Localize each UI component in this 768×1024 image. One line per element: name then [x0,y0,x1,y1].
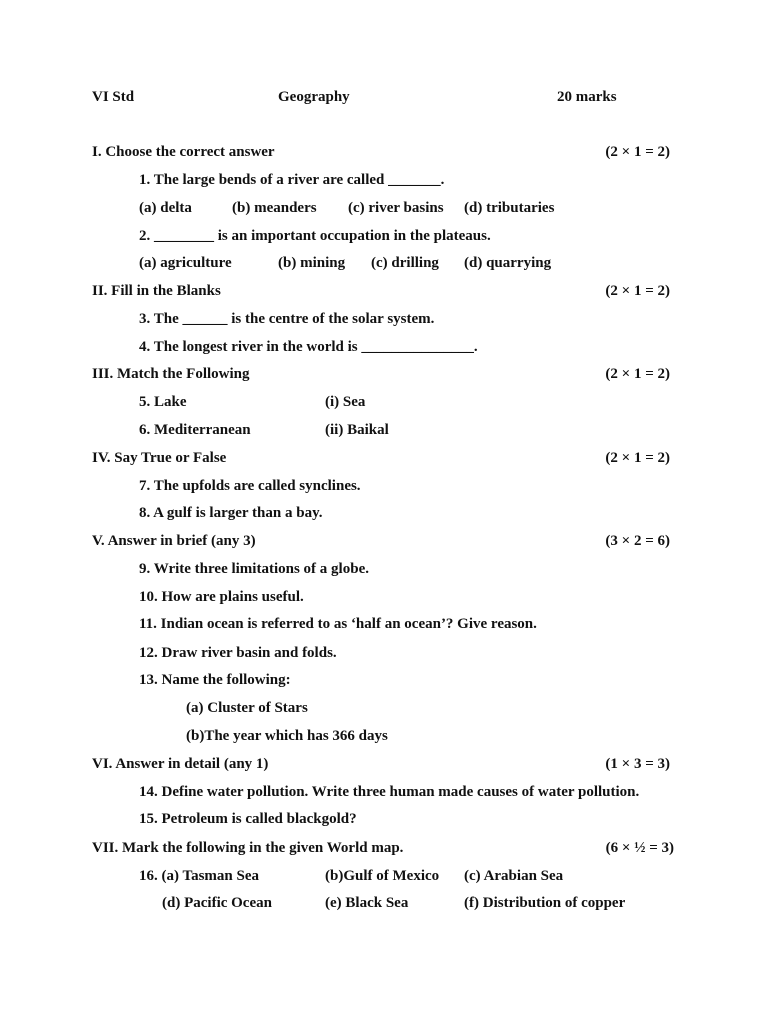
option: (b) mining [278,255,346,271]
question-text: 15. Petroleum is called blackgold? [139,811,357,827]
sub-question: (b)The year which has 366 days [186,728,388,744]
option: (b) meanders [232,200,317,216]
question-text: 8. A gulf is larger than a bay. [139,505,323,521]
map-item: (b)Gulf of Mexico [325,868,440,884]
section-title: II. Fill in the Blanks [92,283,221,299]
sub-question: (a) Cluster of Stars [186,700,308,716]
section-marks: (3 × 2 = 6) [605,533,670,549]
option: (c) river basins [348,200,444,216]
map-item: (d) Pacific Ocean [162,895,272,911]
question-text: 7. The upfolds are called synclines. [139,478,361,494]
section-title: III. Match the Following [92,366,250,382]
section-title: I. Choose the correct answer [92,144,275,160]
section-title: IV. Say True or False [92,450,227,466]
section-title: VI. Answer in detail (any 1) [92,756,269,772]
option: (a) delta [139,200,192,216]
map-item: 16. (a) Tasman Sea [139,868,260,884]
question-text: 3. The ______ is the centre of the solar system. [139,311,435,327]
map-item: (e) Black Sea [325,895,409,911]
section-title: V. Answer in brief (any 3) [92,533,256,549]
total-marks-label: 20 marks [557,89,617,105]
question-text: 1. The large bends of a river are called _______. [139,172,445,188]
question-text: 12. Draw river basin and folds. [139,645,337,661]
section-marks: (2 × 1 = 2) [605,366,670,382]
section-marks: (1 × 3 = 3) [605,756,670,772]
question-text: 9. Write three limitations of a globe. [139,561,369,577]
section-marks: (6 × ½ = 3) [605,840,674,856]
question-text: 2. ________ is an important occupation in the plateaus. [139,228,491,244]
map-item: (f) Distribution of copper [464,895,626,911]
option: (d) tributaries [464,200,555,216]
section-marks: (2 × 1 = 2) [605,283,670,299]
question-text: 10. How are plains useful. [139,589,304,605]
question-text: 13. Name the following: [139,672,291,688]
section-marks: (2 × 1 = 2) [605,144,670,160]
class-label: VI Std [92,89,135,105]
question-text: 4. The longest river in the world is _______________. [139,339,478,355]
option: (d) quarrying [464,255,552,271]
section-title: VII. Mark the following in the given World map. [92,840,404,856]
question-text: 11. Indian ocean is referred to as ‘half an ocean’? Give reason. [139,616,537,632]
map-item: (c) Arabian Sea [464,868,564,884]
match-left: 6. Mediterranean [139,422,251,438]
match-right: (i) Sea [325,394,366,410]
section-marks: (2 × 1 = 2) [605,450,670,466]
question-text: 14. Define water pollution. Write three human made causes of water pollution. [139,784,640,800]
match-left: 5. Lake [139,394,187,410]
match-right: (ii) Baikal [325,422,389,438]
subject-label: Geography [278,89,350,105]
option: (c) drilling [371,255,439,271]
option: (a) agriculture [139,255,232,271]
